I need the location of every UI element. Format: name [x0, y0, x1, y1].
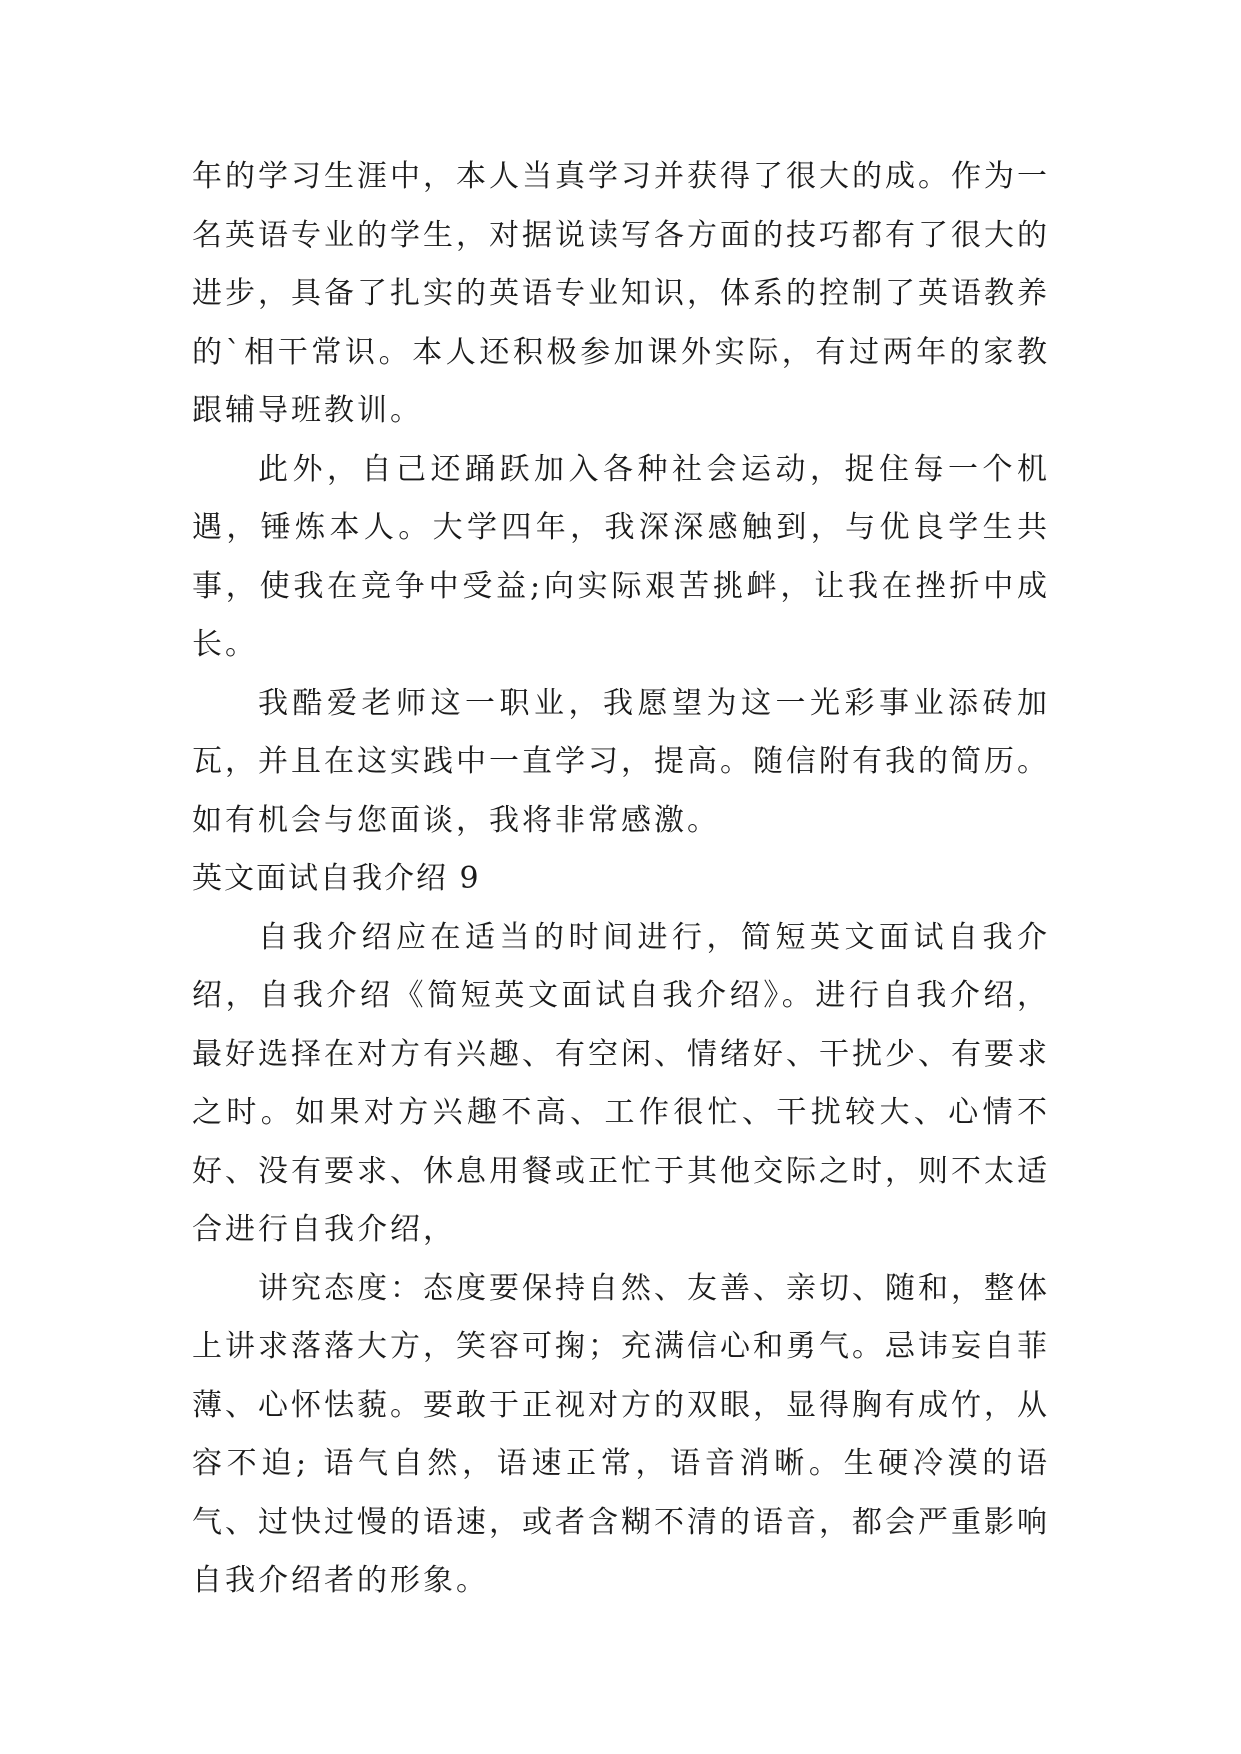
document-body [192, 148, 1050, 1611]
paragraph-attitude: 讲究态度：态度要保持自然、友善、亲切、随和，整体上讲求落落大方，笑容可掬；充满信心和勇气。忌讳妄自菲薄、心怀怯藐。要敢于正视对方的双眼，显得胸有成竹，从容不迫; 语气自然，语速正常，语音消晰。生硬冷漠的语气、过快过慢的语速，或者含糊不清的语音，都会严重影响自我介绍者的形象。 [192, 1270, 1050, 1598]
paragraph-timing: 自我介绍应在适当的时间进行，简短英文面试自我介绍，自我介绍《简短英文面试自我介绍》。进行自我介绍，最好选择在对方有兴趣、有空闲、情绪好、干扰少、有要求之时。如果对方兴趣不高、工作很忙、干扰较大、心情不好、没有要求、休息用餐或正忙于其他交际之时，则不太适合进行自我介绍， [192, 919, 1050, 1247]
paragraph-teacher-career: 我酷爱老师这一职业，我愿望为这一光彩事业添砖加瓦，并且在这实践中一直学习，提高。随信附有我的简历。如有机会与您面谈，我将非常感激。 [192, 685, 1050, 838]
section-heading: 英文面试自我介绍 9 [192, 861, 481, 896]
paragraph-social-activities: 此外，自己还踊跃加入各种社会运动，捉住每一个机遇，锤炼本人。大学四年，我深深感触到，与优良学生共事，使我在竞争中受益;向实际艰苦挑衅，让我在挫折中成长。 [192, 451, 1050, 662]
paragraph-continued: 年的学习生涯中，本人当真学习并获得了很大的成。作为一名英语专业的学生，对据说读写各方面的技巧都有了很大的进步，具备了扎实的英语专业知识，体系的控制了英语教养的`相干常识。本人还积极参加课外实际，有过两年的家教跟辅导班教训。 [192, 159, 1050, 428]
